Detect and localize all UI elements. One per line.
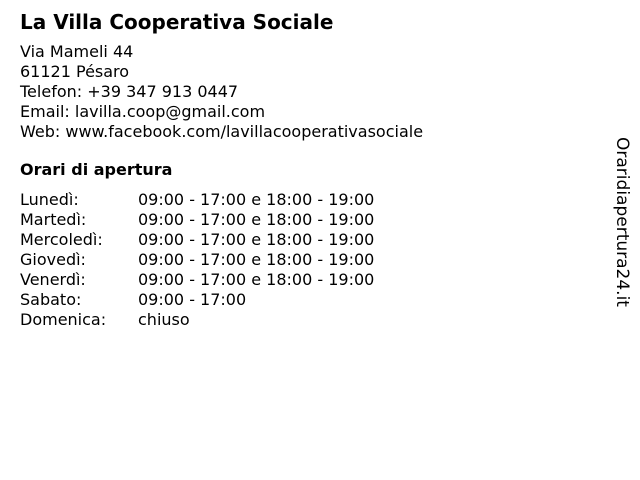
business-name: La Villa Cooperativa Sociale bbox=[20, 10, 334, 34]
address-city: 61121 Pésaro bbox=[20, 62, 130, 81]
hours-row-sunday bbox=[20, 310, 600, 330]
day-label: Venerdì: bbox=[20, 270, 86, 289]
opening-hours-table bbox=[20, 190, 600, 330]
day-hours: 09:00 - 17:00 bbox=[138, 290, 247, 309]
website-link[interactable]: Web: www.facebook.com/lavillacooperativasociale bbox=[20, 122, 424, 141]
hours-row-tuesday bbox=[20, 210, 600, 230]
day-hours: 09:00 - 17:00 e 18:00 - 19:00 bbox=[138, 210, 375, 229]
day-hours: 09:00 - 17:00 e 18:00 - 19:00 bbox=[138, 190, 375, 209]
brand-watermark: Oraridiapertura24.it bbox=[612, 137, 632, 307]
day-label: Giovedì: bbox=[20, 250, 86, 269]
day-label: Mercoledì: bbox=[20, 230, 103, 249]
hours-row-friday bbox=[20, 270, 600, 290]
day-label: Domenica: bbox=[20, 310, 107, 329]
hours-row-wednesday bbox=[20, 230, 600, 250]
hours-row-monday bbox=[20, 190, 600, 210]
address-street: Via Mameli 44 bbox=[20, 42, 134, 61]
hours-row-thursday bbox=[20, 250, 600, 270]
day-hours: chiuso bbox=[138, 310, 190, 329]
business-card bbox=[20, 10, 600, 330]
day-label: Martedì: bbox=[20, 210, 87, 229]
day-hours: 09:00 - 17:00 e 18:00 - 19:00 bbox=[138, 230, 375, 249]
day-label: Sabato: bbox=[20, 290, 82, 309]
phone-number[interactable]: Telefon: +39 347 913 0447 bbox=[20, 82, 239, 101]
day-hours: 09:00 - 17:00 e 18:00 - 19:00 bbox=[138, 270, 375, 289]
hours-row-saturday bbox=[20, 290, 600, 310]
email-address[interactable]: Email: lavilla.coop@gmail.com bbox=[20, 102, 266, 121]
opening-hours-heading: Orari di apertura bbox=[20, 160, 173, 179]
day-hours: 09:00 - 17:00 e 18:00 - 19:00 bbox=[138, 250, 375, 269]
day-label: Lunedì: bbox=[20, 190, 79, 209]
